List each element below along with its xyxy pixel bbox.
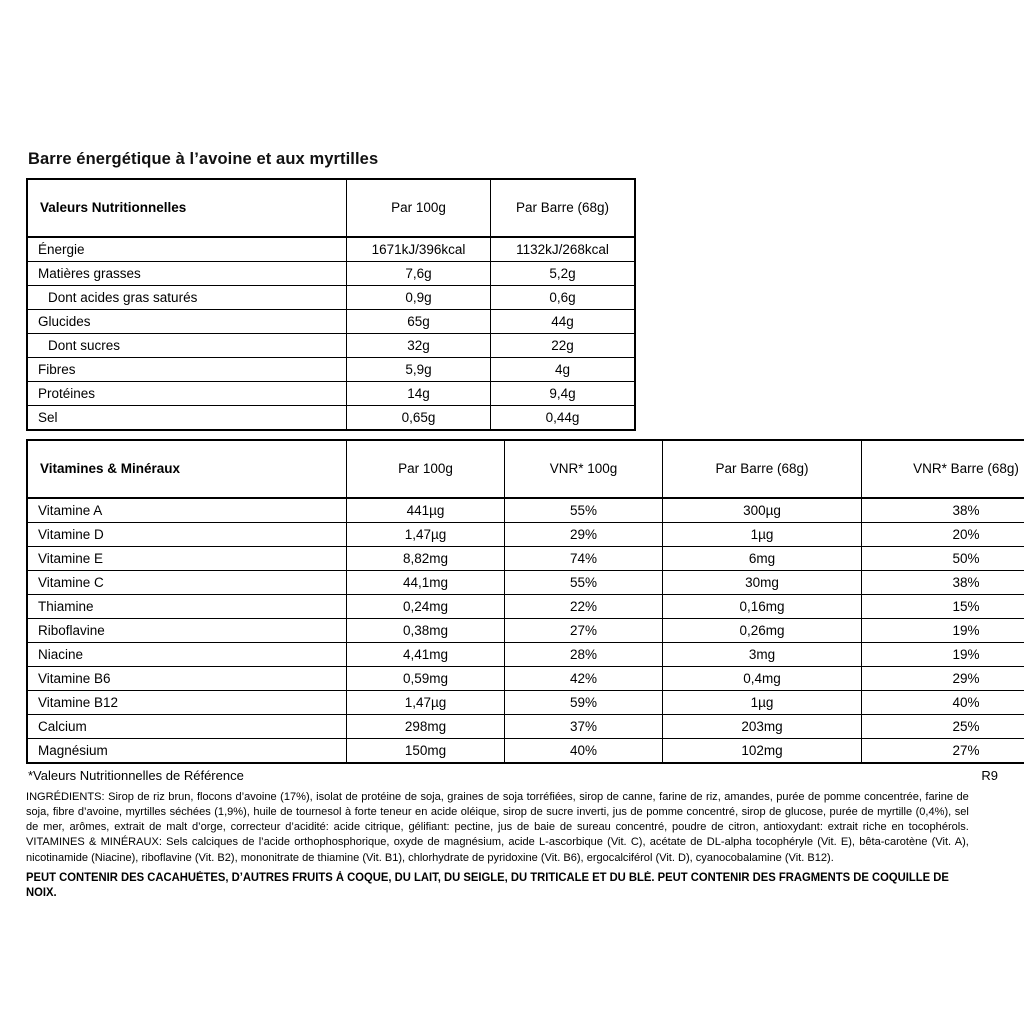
footnote-row [26,768,998,783]
table-row [27,571,1024,595]
ingredients-text: INGRÉDIENTS: Sirop de riz brun, flocons d’avoine (17%), isolat de protéine de soja, graines de soja torréfiées, sirop de canne, farine de riz, amandes, purée de pomme concentrée, farine de soja, fibre d’avoine, myrtilles séchées (1,9%), huile de tournesol à forte teneur en acide oléique, sirop de sucre inverti, jus de pomme concentré, sirop de glucose, purée de myrtille (0,4%), sel de mer, arômes, extrait de malt d’orge, correcteur d’acidité: acide citrique, gélifiant: pectine, jus de baie de sureau concentré, poudre de citron, antioxydant: extrait riche en tocophérols. VITAMINES & MINÉRAUX: Sels calciques de l’acide orthophosphorique, oxyde de magnésium, acide L-ascorbique (Vit. C), acétate de DL-alpha tocophéryle (Vit. E), bêta-carotène (Vit. A), nicotinamide (Niacine), riboflavine (Vit. B2), mononitrate de thiamine (Vit. B1), chlorhydrate de pyridoxine (Vit. B6), ergocalciférol (Vit. D), cyanocobalamine (Vit. B12). [26,791,969,864]
vnr-footnote: *Valeurs Nutritionnelles de Référence [28,768,244,783]
vitamins-row-8-value-2: 1µg [663,691,862,715]
vitamins-row-4-value-2: 0,16mg [663,595,862,619]
nutrition-row-1-value-1: 5,2g [491,262,636,286]
vitamins-row-0-value-2: 300µg [663,498,862,523]
vitamins-row-6-value-2: 3mg [663,643,862,667]
vitamins-row-10-value-2: 102mg [663,739,862,764]
nutrition-row-6-value-1: 9,4g [491,382,636,406]
nutrition-table [26,178,636,431]
vitamins-row-4-value-1: 22% [505,595,663,619]
nutrition-row-3-value-0: 65g [347,310,491,334]
nutrition-row-2-value-0: 0,9g [347,286,491,310]
allergen-warning-text: PEUT CONTENIR DES CACAHUÈTES, D’AUTRES FRUITS À COQUE, DU LAIT, DU SEIGLE, DU TRITICALE ET DU BLÉ. PEUT CONTENIR DES FRAGMENTS DE COQUILLE DE NOIX. [26,870,949,899]
nutrition-row-5-value-0: 5,9g [347,358,491,382]
vitamins-row-label-4: Thiamine [27,595,347,619]
nutrition-row-4-value-0: 32g [347,334,491,358]
vitamins-row-3-value-3: 38% [862,571,1024,595]
nutrition-row-0-value-0: 1671kJ/396kcal [347,237,491,262]
vitamins-row-label-10: Magnésium [27,739,347,764]
nutrition-row-label-5: Fibres [27,358,347,382]
vitamins-row-7-value-2: 0,4mg [663,667,862,691]
vitamins-row-8-value-0: 1,47µg [347,691,505,715]
vitamins-row-4-value-3: 15% [862,595,1024,619]
vitamins-row-5-value-3: 19% [862,619,1024,643]
nutrition-table-header-row [27,179,635,237]
nutrition-row-label-1: Matières grasses [27,262,347,286]
vitamins-row-9-value-3: 25% [862,715,1024,739]
vitamins-row-6-value-0: 4,41mg [347,643,505,667]
vitamins-row-2-value-2: 6mg [663,547,862,571]
vitamins-row-label-5: Riboflavine [27,619,347,643]
vitamins-row-10-value-1: 40% [505,739,663,764]
vitamins-row-label-0: Vitamine A [27,498,347,523]
vitamins-row-5-value-2: 0,26mg [663,619,862,643]
nutrition-row-label-3: Glucides [27,310,347,334]
vitamins-row-0-value-1: 55% [505,498,663,523]
table-row [27,262,635,286]
vitamins-col-header-3: VNR* Barre (68g) [862,440,1024,498]
nutrition-table-title: Valeurs Nutritionnelles [27,179,347,237]
vitamins-row-3-value-0: 44,1mg [347,571,505,595]
vitamins-row-label-7: Vitamine B6 [27,667,347,691]
table-row [27,286,635,310]
vitamins-row-0-value-0: 441µg [347,498,505,523]
table-row [27,739,1024,764]
page-title: Barre énergétique à l’avoine et aux myrtilles [28,150,379,168]
table-row [27,547,1024,571]
nutrition-row-7-value-1: 0,44g [491,406,636,431]
vitamins-row-1-value-2: 1µg [663,523,862,547]
table-row [27,715,1024,739]
vitamins-row-9-value-0: 298mg [347,715,505,739]
vitamins-row-6-value-1: 28% [505,643,663,667]
nutrition-label-page [26,150,1019,900]
table-row [27,382,635,406]
vitamins-row-8-value-1: 59% [505,691,663,715]
vitamins-col-header-0: Par 100g [347,440,505,498]
nutrition-row-4-value-1: 22g [491,334,636,358]
vitamins-row-0-value-3: 38% [862,498,1024,523]
nutrition-row-label-2: Dont acides gras saturés [27,286,347,310]
vitamins-row-7-value-0: 0,59mg [347,667,505,691]
table-row [27,643,1024,667]
vitamins-col-header-2: Par Barre (68g) [663,440,862,498]
nutrition-row-5-value-1: 4g [491,358,636,382]
vitamins-row-3-value-1: 55% [505,571,663,595]
vitamins-row-2-value-3: 50% [862,547,1024,571]
table-row [27,595,1024,619]
table-row [27,523,1024,547]
table-row [27,358,635,382]
vitamins-row-1-value-1: 29% [505,523,663,547]
revision-code: R9 [981,768,998,783]
vitamins-row-1-value-0: 1,47µg [347,523,505,547]
nutrition-row-label-4: Dont sucres [27,334,347,358]
vitamins-row-2-value-1: 74% [505,547,663,571]
vitamins-row-9-value-1: 37% [505,715,663,739]
vitamins-row-7-value-3: 29% [862,667,1024,691]
nutrition-row-2-value-1: 0,6g [491,286,636,310]
vitamins-row-label-1: Vitamine D [27,523,347,547]
vitamins-row-8-value-3: 40% [862,691,1024,715]
vitamins-row-2-value-0: 8,82mg [347,547,505,571]
vitamins-row-10-value-3: 27% [862,739,1024,764]
vitamins-table-title: Vitamines & Minéraux [27,440,347,498]
vitamins-minerals-table [26,439,1024,764]
table-row [27,334,635,358]
vitamins-row-label-2: Vitamine E [27,547,347,571]
vitamins-col-header-1: VNR* 100g [505,440,663,498]
vitamins-row-7-value-1: 42% [505,667,663,691]
nutrition-row-label-6: Protéines [27,382,347,406]
vitamins-row-9-value-2: 203mg [663,715,862,739]
vitamins-row-label-3: Vitamine C [27,571,347,595]
vitamins-row-label-6: Niacine [27,643,347,667]
nutrition-row-6-value-0: 14g [347,382,491,406]
nutrition-row-7-value-0: 0,65g [347,406,491,431]
nutrition-row-1-value-0: 7,6g [347,262,491,286]
table-row [27,619,1024,643]
table-row [27,237,635,262]
vitamins-row-label-9: Calcium [27,715,347,739]
table-row [27,406,635,431]
vitamins-row-10-value-0: 150mg [347,739,505,764]
vitamins-row-4-value-0: 0,24mg [347,595,505,619]
vitamins-row-6-value-3: 19% [862,643,1024,667]
nutrition-table-body [27,179,635,430]
nutrition-row-label-0: Énergie [27,237,347,262]
vitamins-table-body [27,440,1024,763]
table-row [27,667,1024,691]
nutrition-row-label-7: Sel [27,406,347,431]
vitamins-row-5-value-0: 0,38mg [347,619,505,643]
table-row [27,310,635,334]
nutrition-col-header-0: Par 100g [347,179,491,237]
vitamins-row-label-8: Vitamine B12 [27,691,347,715]
table-row [27,498,1024,523]
vitamins-row-3-value-2: 30mg [663,571,862,595]
vitamins-table-header-row [27,440,1024,498]
table-row [27,691,1024,715]
vitamins-row-5-value-1: 27% [505,619,663,643]
vitamins-row-1-value-3: 20% [862,523,1024,547]
nutrition-col-header-1: Par Barre (68g) [491,179,636,237]
nutrition-row-0-value-1: 1132kJ/268kcal [491,237,636,262]
nutrition-row-3-value-1: 44g [491,310,636,334]
